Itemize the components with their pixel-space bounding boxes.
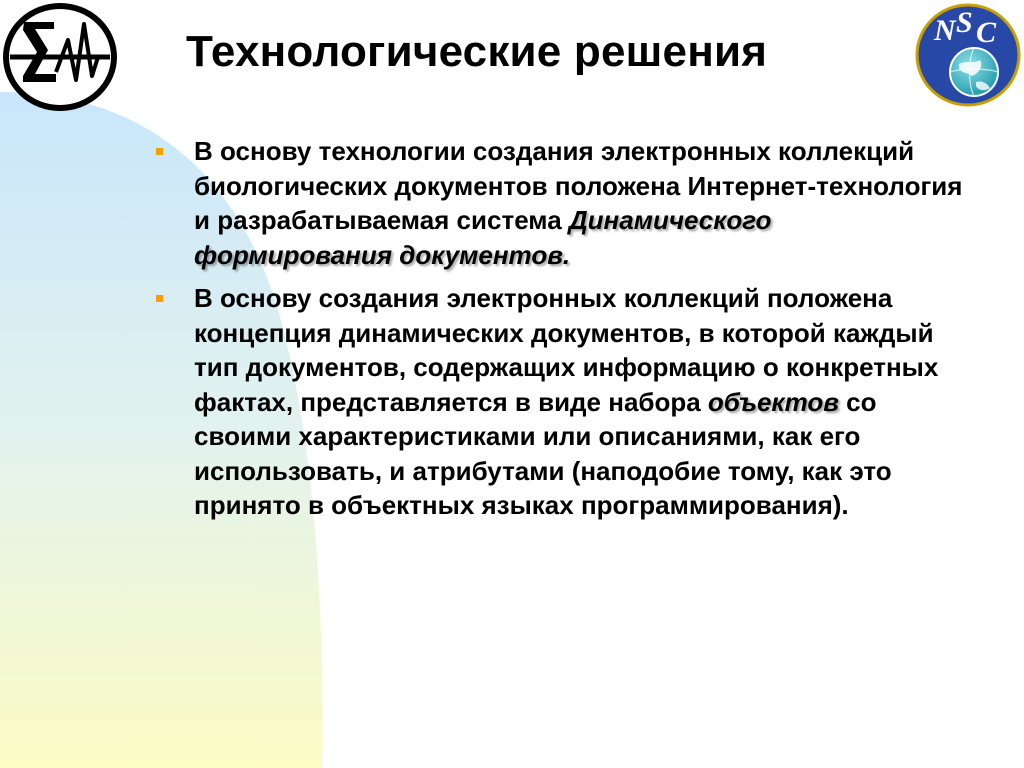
square-bullet-icon [156, 148, 163, 155]
bullet-list [150, 134, 970, 532]
sigma-waveform-logo-icon [2, 2, 118, 112]
bullet-text: В основу создания электронных коллекций положена концепция динамических документов, в которой каждый тип документов, содержащих информацию о конкретных фактах, представляется в виде набора [194, 283, 939, 417]
square-bullet-icon [156, 295, 163, 302]
bullet-text: В основу технологии создания электронных коллекций биологических документов положена Интернет-технология и разрабатываемая система [194, 136, 963, 235]
svg-text:S: S [956, 6, 973, 39]
slide-title: Технологические решения [186, 27, 768, 76]
bullet-text-tail: со своими характеристиками или описаниями, как его использовать, и атрибутами (наподобие тому, как это принято в объектных языках программирования). [194, 386, 892, 520]
emphasized-text: объектов [707, 386, 839, 417]
nsc-globe-logo-icon [914, 2, 1022, 108]
svg-text:C: C [976, 16, 997, 49]
bullet-item [150, 134, 970, 272]
svg-text:N: N [934, 14, 956, 47]
bullet-item [150, 281, 970, 523]
emphasized-text: Динамического формирования документов. [194, 205, 772, 270]
